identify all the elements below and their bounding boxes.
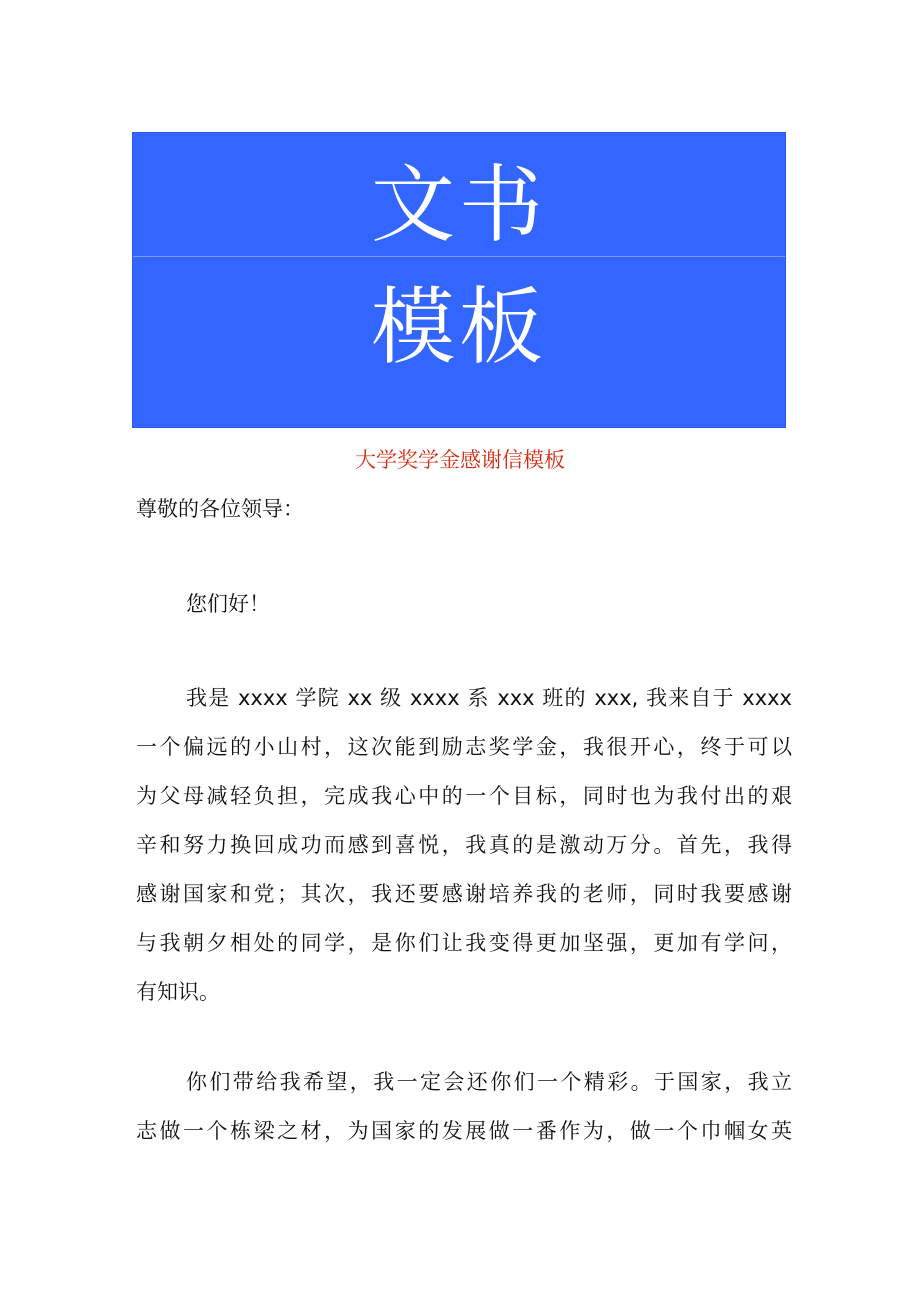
paragraph-line: 与我朝夕相处的同学，是你们让我变得更加坚强，更加有学问， (136, 931, 792, 955)
salutation-text: 尊敬的各位领导： (136, 497, 304, 521)
paragraph-line: 一个偏远的小山村，这次能到励志奖学金，我很开心，终于可以 (136, 735, 792, 759)
greeting (136, 580, 792, 629)
cover-title-line-1: 文书 (370, 156, 547, 254)
document-title: 大学奖学金感谢信模板 (355, 448, 565, 472)
paragraph-line: 有知识。 (136, 980, 220, 1004)
paragraph-line: 为父母减轻负担，完成我心中的一个目标，同时也为我付出的艰 (136, 784, 792, 808)
paragraph-line: 感谢国家和党；其次，我还要感谢培养我的老师，同时我要感谢 (136, 882, 792, 906)
cover-divider (133, 256, 785, 257)
greeting-text: 您们好！ (186, 592, 270, 616)
paragraph-2 (136, 1058, 792, 1156)
salutation (136, 485, 792, 534)
paragraph-line: 我是 xxxx 学院 xx 级 xxxx 系 xxx 班的 xxx, 我来自于 xxxx (186, 686, 792, 710)
cover-banner (132, 132, 786, 428)
paragraph-line: 辛和努力换回成功而感到喜悦，我真的是激动万分。首先，我得 (136, 833, 792, 857)
paragraph-1 (136, 674, 792, 1017)
paragraph-line: 志做一个栋梁之材，为国家的发展做一番作为，做一个巾帼女英 (136, 1119, 792, 1143)
cover-title-line-2: 模板 (370, 278, 547, 376)
paragraph-line: 你们带给我希望，我一定会还你们一个精彩。于国家，我立 (186, 1070, 792, 1094)
